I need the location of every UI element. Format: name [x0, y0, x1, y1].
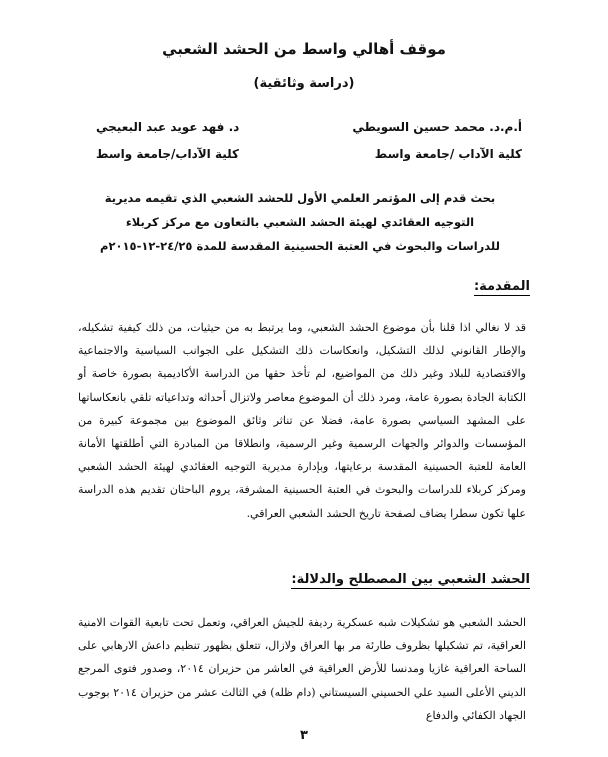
abstract-line: التوجيه العقائدي لهيئة الحشد الشعبي بالتعاون مع مركز كربلاء	[125, 215, 475, 229]
page-number: ٣	[300, 728, 308, 743]
author-1-name: أ.م.د. محمد حسين السويطي	[352, 120, 522, 134]
section-heading-term-meaning: الحشد الشعبي بين المصطلح والدلالة:	[291, 572, 530, 587]
author-2-affiliation: كلية الآداب/جامعة واسط	[96, 147, 240, 161]
author-2-name: د. فهد عويد عبد البعيجي	[96, 120, 240, 134]
section-paragraph-term-meaning: الحشد الشعبي هو تشكيلات شبه عسكرية رديفة للجيش العراقي، وتعمل تحت تابعية القوات الامنية العراقية، تم تشكيلها بظروف طارئة مر بها العراق ولازال، تتعلق بظهور تنظيم داعش الارهابي على الساحة العراقية غازيا ومدنسا للأرض العراقية في العاشر من حزيران ٢٠١٤، وصدور فتوى المرجع الديني الأعلى السيد علي الحسيني السيستاني (دام ظله) في الثالث عشر من حزيران ٢٠١٤ بوجوب الجهاد الكفائي والدفاع	[78, 616, 526, 722]
section-paragraph-introduction: قد لا نغالي اذا قلنا بأن موضوع الحشد الشعبي، وما يرتبط به من حيثيات، من ذلك كيفية تشكيله، والإطار القانوني لذلك التشكيل، وانعكاسات ذلك التشكيل على الجوانب السياسية والاجتماعية والاقتصادية للبلاد وغير ذلك من المواضيع، لم تأخذ حقها من الدراسة الأكاديمية بصورة خاصة أو الكتابة الجادة بصورة عامة، ومرد ذلك أن الموضوع معاصر ولاتزال أحداثه وتداعياته تلقي بانعكاساتها على المشهد السياسي بصورة عامة، فضلا عن تناثر وثائق الموضوع بين مجموعة كبيرة من المؤسسات والدوائر والجهات الرسمية وغير الرسمية، وانطلاقا من المبادرة التي أطلقتها الأمانة العامة للعتبة الحسينية المقدسة برعايتها، وبإدارة مديرية التوجيه العقائدي لهيئة الحشد الشعبي ومركز كربلاء للدراسات والبحوث في العتبة الحسينية المشرفة، يروم الباحثان تقديم هذه الدراسة علها تكون سطرا يضاف لصفحة تاريخ الحشد الشعبي العراقي.	[78, 321, 526, 520]
paper-title: موقف أهالي واسط من الحشد الشعبي	[162, 40, 446, 58]
section-heading-introduction: المقدمة:	[473, 279, 530, 294]
abstract-line: للدراسات والبحوث في العتبة الحسينية المقدسة للمدة ٢٤/٢٥-١٢-٢٠١٥م	[100, 239, 500, 253]
author-1-affiliation: كلية الآداب /جامعة واسط	[374, 147, 522, 161]
paper-subtitle: (دراسة وثائقية)	[253, 76, 355, 91]
abstract-note	[80, 186, 520, 258]
abstract-line: بحث قدم إلى المؤتمر العلمي الأول للحشد الشعبي الذي تقيمه مديرية	[104, 191, 496, 205]
